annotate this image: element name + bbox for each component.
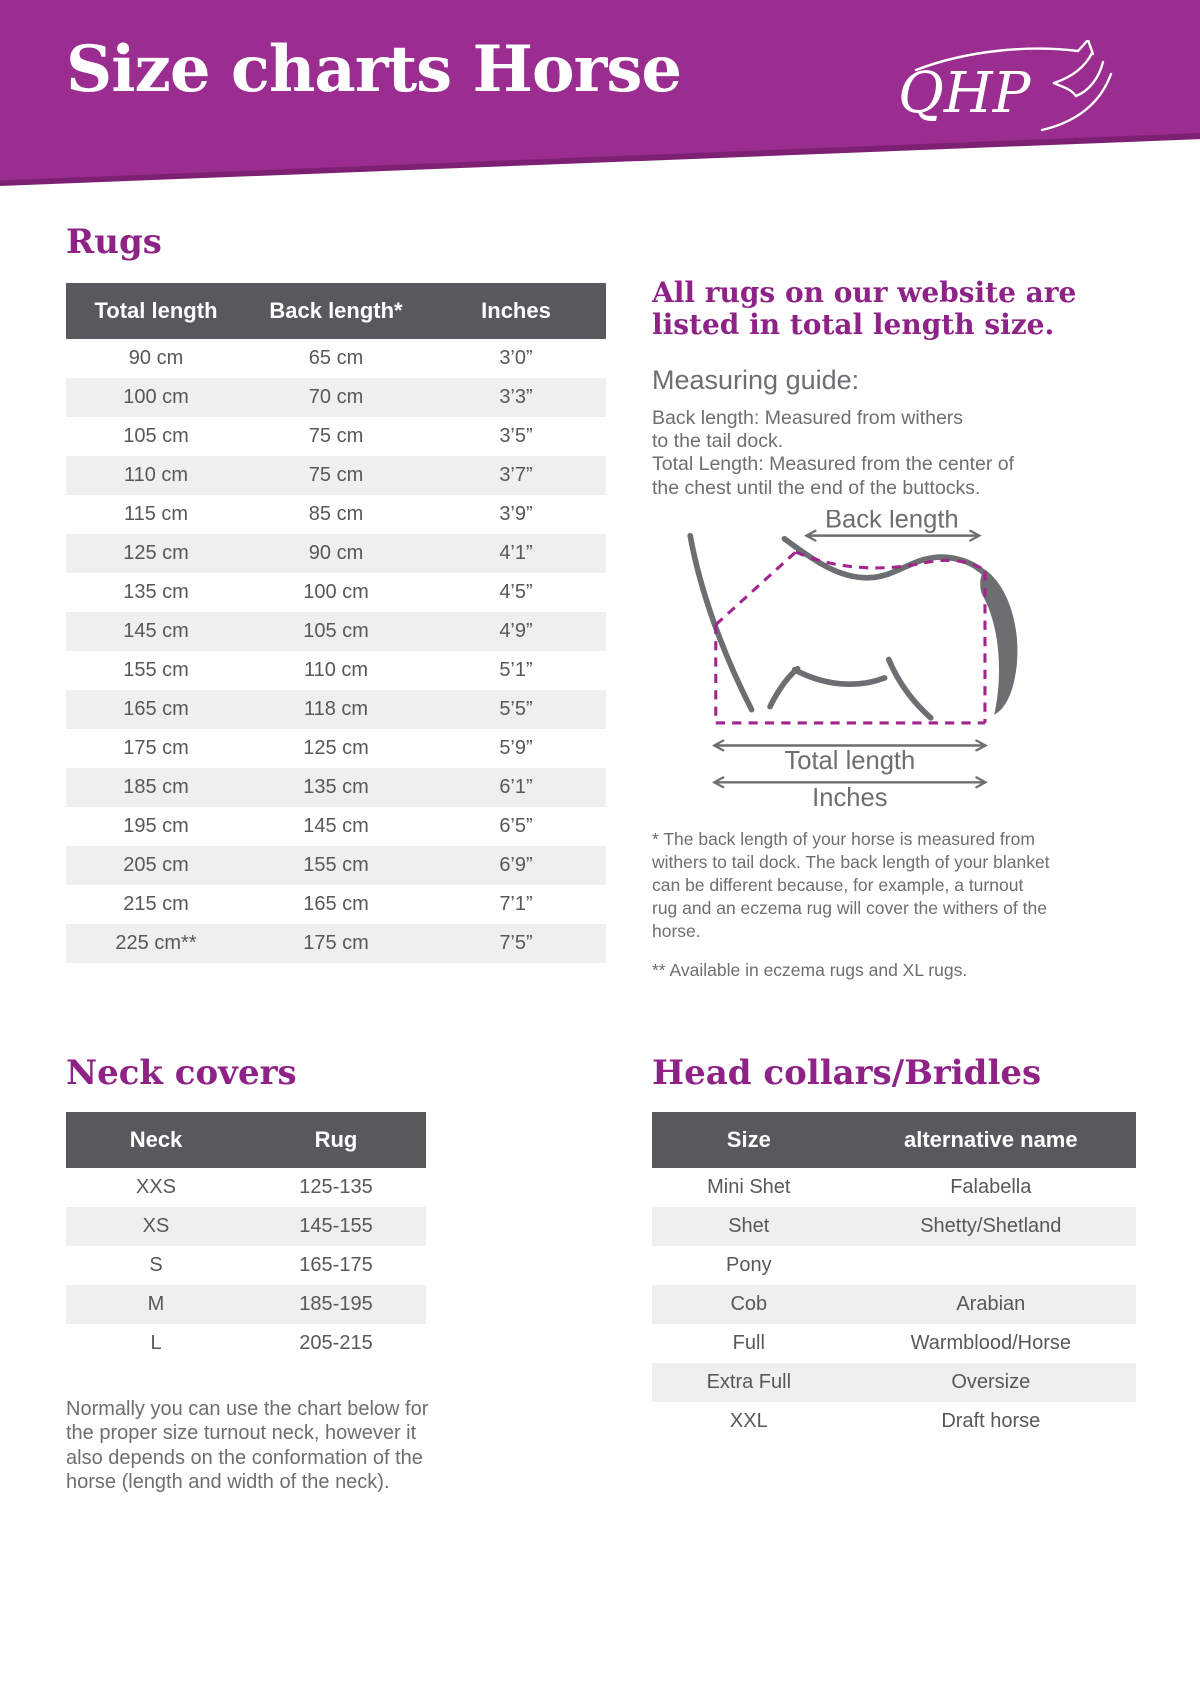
table-row bbox=[66, 846, 606, 885]
total-length-label: Total length bbox=[784, 746, 916, 775]
column-header: Back length* bbox=[246, 283, 426, 339]
table-cell: 6’1” bbox=[499, 775, 533, 798]
rugs-intro bbox=[652, 222, 1136, 340]
table-row bbox=[66, 417, 606, 456]
table-cell: Warmblood/Horse bbox=[910, 1331, 1071, 1354]
qhp-logo bbox=[892, 40, 1128, 143]
column-header: Total length bbox=[66, 283, 246, 339]
table-cell: 125 cm bbox=[303, 736, 369, 759]
table-cell: 6’5” bbox=[499, 814, 533, 837]
rugs-heading: Rugs bbox=[66, 222, 162, 262]
table-cell: XXL bbox=[729, 1409, 768, 1432]
rugs-size-table bbox=[66, 283, 606, 963]
rugs-table-column bbox=[66, 222, 606, 963]
column-header: Neck bbox=[66, 1112, 246, 1168]
table-row bbox=[66, 1324, 426, 1363]
table-row bbox=[66, 1168, 426, 1207]
table-cell: 115 cm bbox=[123, 502, 189, 525]
rugs-intro-line: listed in total length size. bbox=[652, 307, 1055, 341]
table-cell: Full bbox=[732, 1331, 765, 1354]
table-row bbox=[66, 612, 606, 651]
table-cell: 155 cm bbox=[303, 853, 369, 876]
table-cell: 205 cm bbox=[123, 853, 189, 876]
table-header-row bbox=[652, 1112, 1136, 1168]
measuring-guide-text bbox=[652, 407, 1136, 500]
table-cell bbox=[846, 1246, 1136, 1285]
table-row bbox=[66, 729, 606, 768]
table-row bbox=[66, 807, 606, 846]
table-cell: 5’9” bbox=[499, 736, 533, 759]
table-cell: 65 cm bbox=[308, 346, 364, 369]
neck-covers-section bbox=[66, 1053, 606, 1495]
table-cell: 145-155 bbox=[299, 1214, 373, 1237]
qhp-logo-graphic bbox=[892, 40, 1128, 138]
page-content bbox=[0, 186, 1200, 1495]
table-row bbox=[652, 1246, 1136, 1285]
neck-covers-table bbox=[66, 1112, 426, 1363]
table-row bbox=[66, 768, 606, 807]
table-cell: 3’5” bbox=[499, 424, 533, 447]
table-cell: XXS bbox=[135, 1175, 177, 1198]
table-row bbox=[652, 1168, 1136, 1207]
table-cell: 175 cm bbox=[303, 931, 369, 954]
table-cell: 125-135 bbox=[299, 1175, 373, 1198]
table-cell: XS bbox=[142, 1214, 170, 1237]
table-cell: Cob bbox=[730, 1292, 768, 1315]
table-cell: 5’1” bbox=[499, 658, 533, 681]
head-collars-section bbox=[652, 1053, 1136, 1441]
table-row bbox=[652, 1207, 1136, 1246]
availability-footnote: ** Available in eczema rugs and XL rugs. bbox=[652, 959, 968, 980]
table-row bbox=[66, 339, 606, 378]
table-cell: 195 cm bbox=[123, 814, 189, 837]
measuring-guide-line: Total Length: Measured from the center of bbox=[652, 453, 1015, 476]
table-row bbox=[652, 1285, 1136, 1324]
table-row bbox=[66, 495, 606, 534]
table-cell: 215 cm bbox=[123, 892, 189, 915]
table-cell: 205-215 bbox=[299, 1331, 373, 1354]
table-cell: 75 cm bbox=[308, 463, 364, 486]
measuring-guide-line: the chest until the end of the buttocks. bbox=[652, 476, 981, 499]
table-cell: 70 cm bbox=[308, 385, 364, 408]
table-cell: Pony bbox=[726, 1253, 772, 1276]
table-cell: Shet bbox=[728, 1214, 770, 1237]
table-cell: 5’5” bbox=[499, 697, 533, 720]
table-cell: 165-175 bbox=[299, 1253, 373, 1276]
table-row bbox=[66, 651, 606, 690]
page-title: Size charts Horse bbox=[66, 32, 682, 107]
table-cell: 85 cm bbox=[308, 502, 364, 525]
table-cell: 175 cm bbox=[123, 736, 189, 759]
neck-covers-heading: Neck covers bbox=[66, 1052, 297, 1093]
column-header: alternative name bbox=[846, 1112, 1136, 1168]
table-row bbox=[66, 378, 606, 417]
table-cell: 110 cm bbox=[303, 658, 369, 681]
table-cell: Oversize bbox=[951, 1370, 1031, 1393]
table-cell: 75 cm bbox=[308, 424, 364, 447]
table-cell: 185 cm bbox=[123, 775, 189, 798]
measuring-guide-line: to the tail dock. bbox=[652, 430, 784, 453]
table-cell: 7’1” bbox=[499, 892, 533, 915]
rugs-info-column bbox=[652, 222, 1136, 982]
table-cell: Arabian bbox=[956, 1292, 1026, 1315]
table-header-row bbox=[66, 283, 606, 339]
table-cell: 165 cm bbox=[123, 697, 189, 720]
rugs-section bbox=[66, 222, 1135, 982]
table-cell: 4’9” bbox=[499, 619, 533, 642]
table-cell: 118 cm bbox=[303, 697, 369, 720]
horse-outline bbox=[690, 535, 990, 717]
table-cell: S bbox=[149, 1253, 163, 1276]
table-row bbox=[652, 1402, 1136, 1441]
table-cell: 3’7” bbox=[499, 463, 533, 486]
table-row bbox=[66, 1207, 426, 1246]
table-cell: 3’0” bbox=[499, 346, 533, 369]
table-row bbox=[66, 885, 606, 924]
table-cell: 185-195 bbox=[299, 1292, 373, 1315]
table-row bbox=[66, 1246, 426, 1285]
table-row bbox=[652, 1363, 1136, 1402]
table-cell: Extra Full bbox=[706, 1370, 792, 1393]
table-cell: 155 cm bbox=[123, 658, 189, 681]
table-cell: 90 cm bbox=[308, 541, 364, 564]
measuring-guide-line: Back length: Measured from withers bbox=[652, 407, 964, 429]
table-cell: Draft horse bbox=[941, 1409, 1041, 1432]
inches-label: Inches bbox=[812, 783, 888, 809]
table-cell: 110 cm bbox=[123, 463, 189, 486]
table-row bbox=[66, 1285, 426, 1324]
table-cell: 225 cm** bbox=[115, 931, 197, 954]
table-cell: 145 cm bbox=[123, 619, 189, 642]
table-cell: Shetty/Shetland bbox=[920, 1214, 1062, 1237]
table-row bbox=[652, 1324, 1136, 1363]
rugs-intro-line: All rugs on our website are bbox=[652, 276, 1077, 309]
table-cell: M bbox=[147, 1292, 165, 1315]
table-row bbox=[66, 690, 606, 729]
column-header: Size bbox=[652, 1112, 846, 1168]
table-cell: Falabella bbox=[950, 1175, 1032, 1198]
measuring-guide-heading: Measuring guide: bbox=[652, 365, 860, 396]
table-cell: L bbox=[150, 1331, 162, 1354]
page-header bbox=[0, 0, 1200, 186]
qhp-logo-text: QHP bbox=[898, 61, 1031, 126]
measuring-diagram-wrap bbox=[682, 510, 1136, 814]
table-row bbox=[66, 534, 606, 573]
table-cell: 135 cm bbox=[303, 775, 369, 798]
head-collars-table bbox=[652, 1112, 1136, 1441]
table-cell: 145 cm bbox=[303, 814, 369, 837]
table-cell: 6’9” bbox=[499, 853, 533, 876]
table-cell: 3’3” bbox=[499, 385, 533, 408]
head-collars-heading: Head collars/Bridles bbox=[652, 1052, 1042, 1093]
table-cell: 105 cm bbox=[123, 424, 189, 447]
neck-covers-note: Normally you can use the chart below for the proper size turnout neck, however it also depends on the conformation of the horse (length and width of the neck). bbox=[66, 1397, 429, 1494]
back-length-label: Back length bbox=[824, 509, 959, 534]
table-header-row bbox=[66, 1112, 426, 1168]
table-cell: 135 cm bbox=[123, 580, 189, 603]
table-cell: 4’1” bbox=[499, 541, 533, 564]
table-cell: 125 cm bbox=[123, 541, 189, 564]
table-cell: 100 cm bbox=[123, 385, 189, 408]
table-cell: 90 cm bbox=[128, 346, 184, 369]
table-cell: 100 cm bbox=[303, 580, 369, 603]
table-row bbox=[66, 573, 606, 612]
table-row bbox=[66, 924, 606, 963]
column-header: Inches bbox=[426, 283, 606, 339]
back-length-footnote: * The back length of your horse is measured from withers to tail dock. The back length of your blanket can be different because, for example, a turnout rug and an eczema rug will cover the withers of the horse. bbox=[652, 828, 1050, 941]
horse-measurement-diagram bbox=[682, 510, 1030, 809]
table-cell: 3’9” bbox=[499, 502, 533, 525]
table-cell: 165 cm bbox=[303, 892, 369, 915]
table-cell: 4’5” bbox=[499, 580, 533, 603]
table-row bbox=[66, 456, 606, 495]
table-cell: Mini Shet bbox=[707, 1175, 791, 1198]
table-cell: 7’5” bbox=[499, 931, 533, 954]
table-cell: 105 cm bbox=[303, 619, 369, 642]
column-header: Rug bbox=[246, 1112, 426, 1168]
lower-sections bbox=[66, 1053, 1135, 1495]
